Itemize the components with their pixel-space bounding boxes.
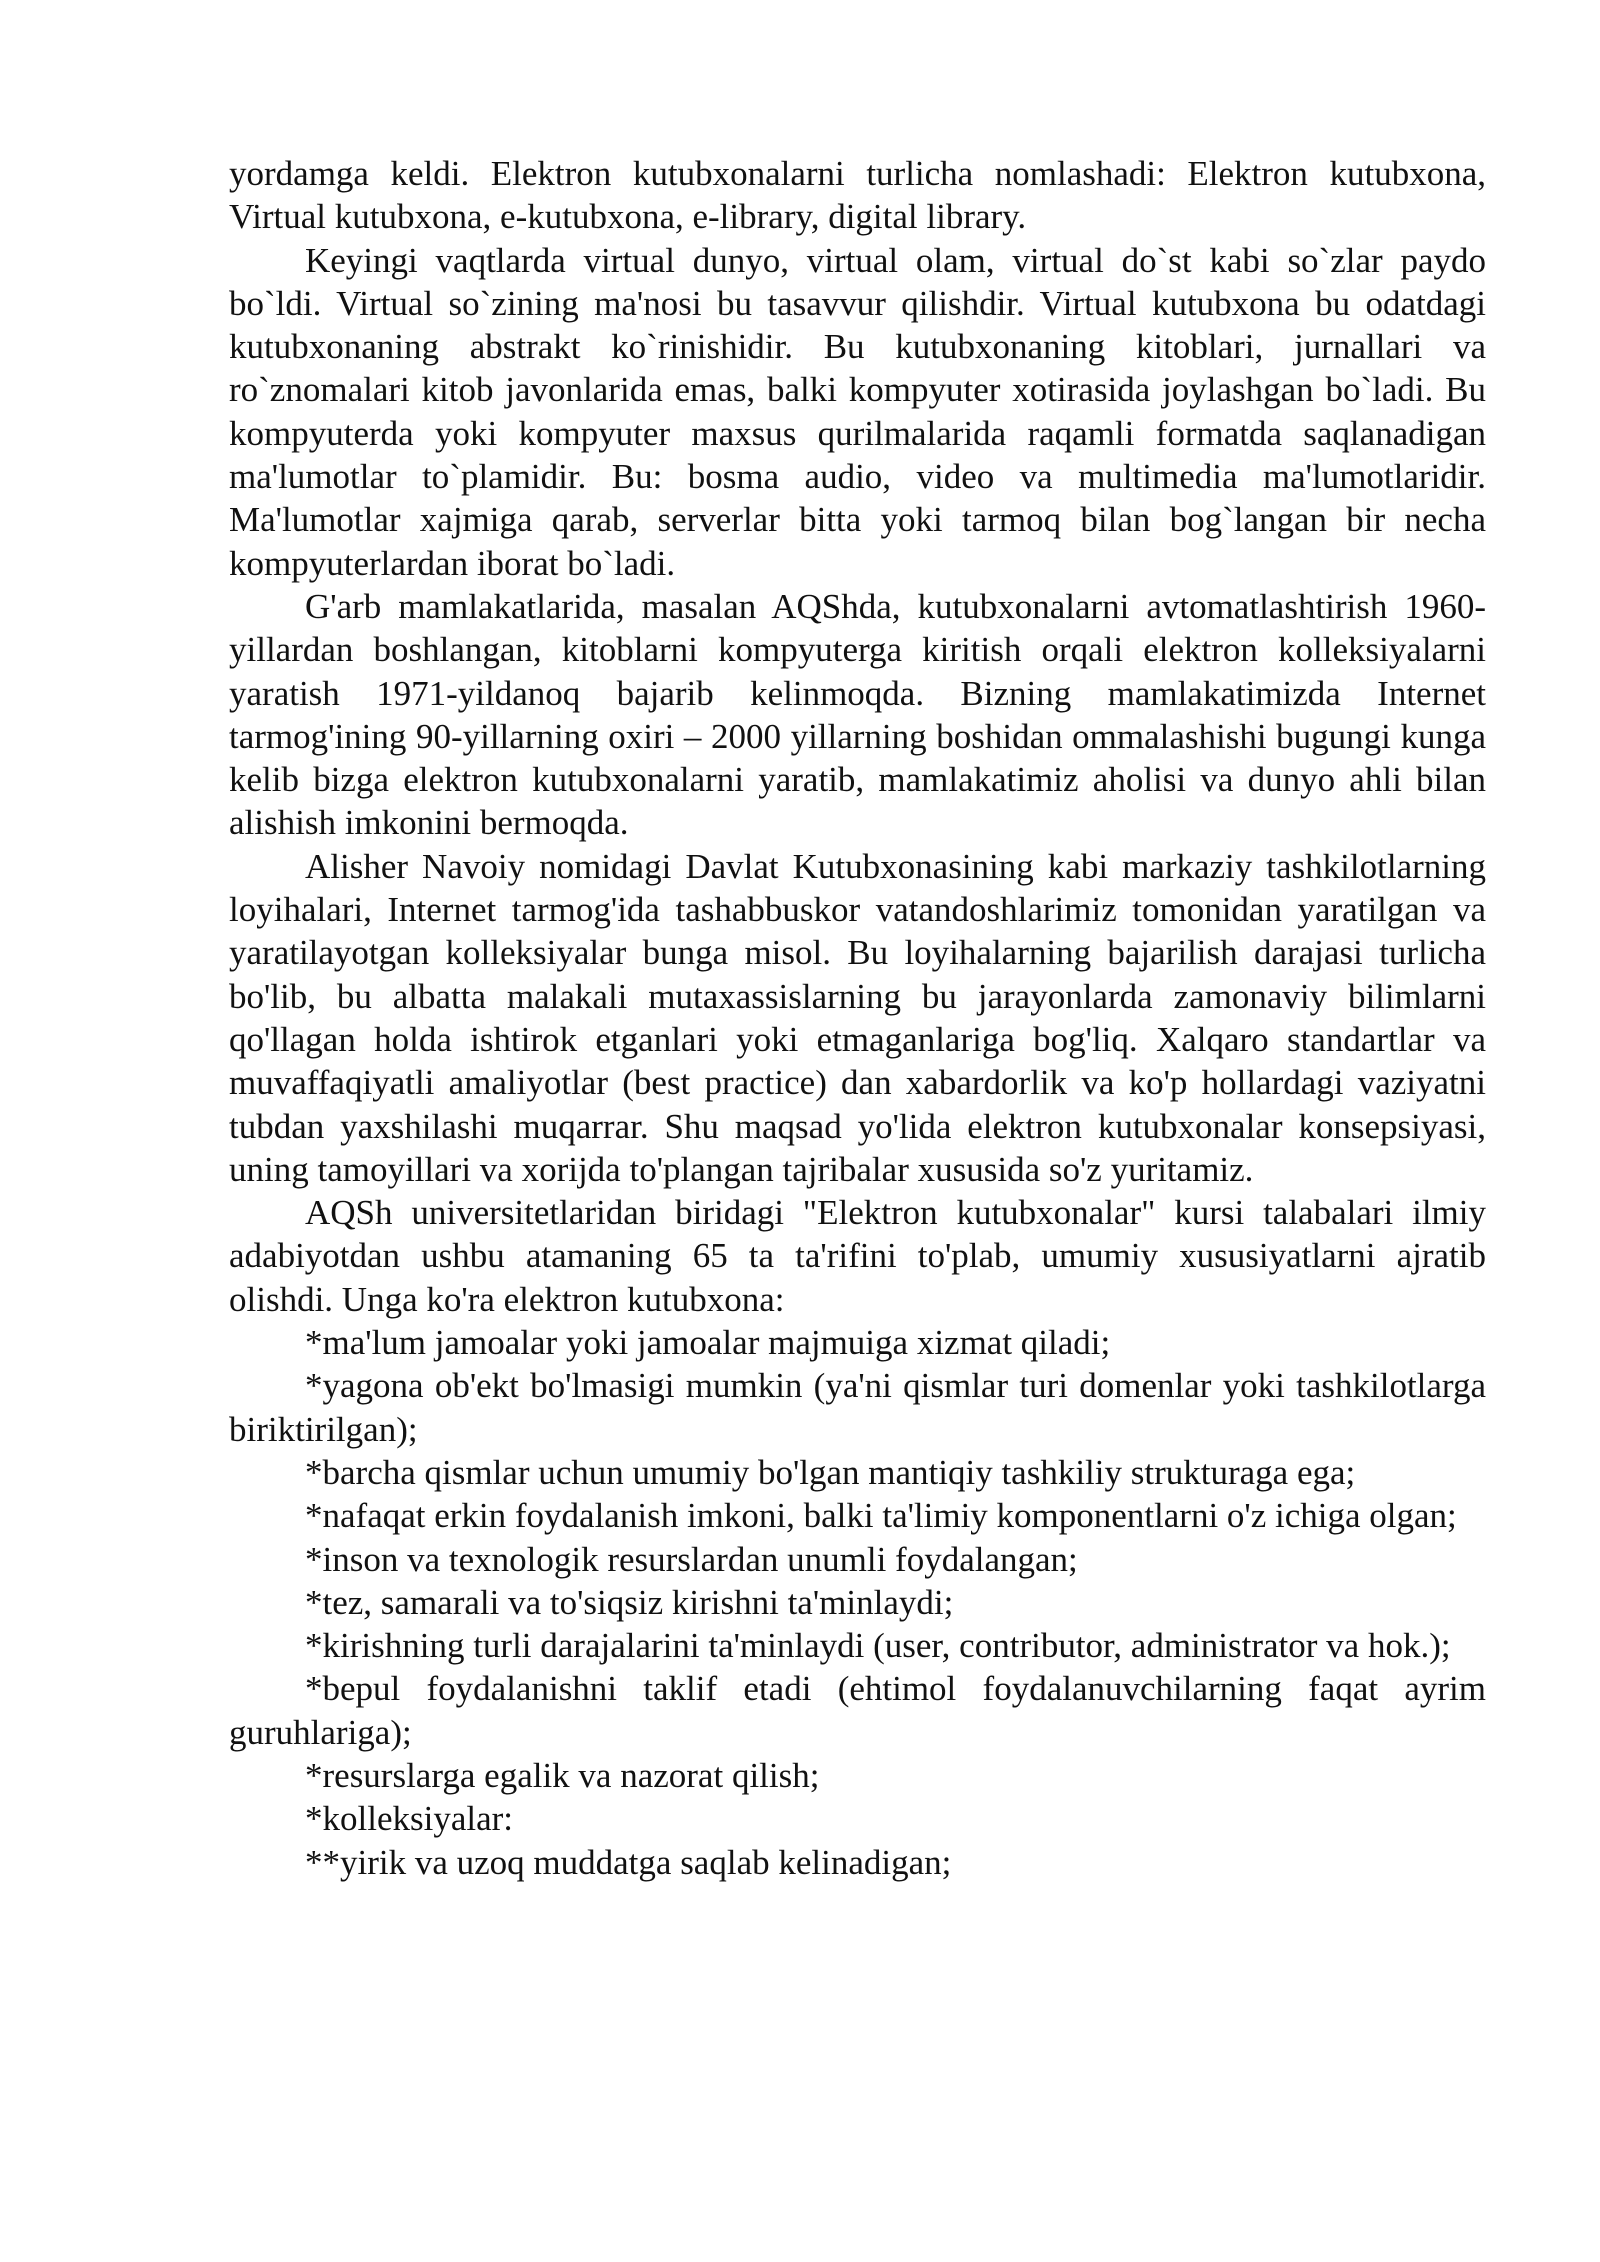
list-item: *kirishning turli darajalarini ta'minlaydi (user, contributor, administrator va hok.); <box>305 1626 1451 1666</box>
paragraph-virtual-library: Keyingi vaqtlarda virtual dunyo, virtual olam, virtual do`st kabi so`zlar paydo bo`ldi. Virtual so`zining ma'nosi bu tasavvur qilishdir. Virtual kutubxona bu odatdagi kutubxonaning abstrakt ko`rinishidir. Bu kutubxonaning kitoblari, jurnallari va ro`znomalari kitob javonlarida emas, balki kompyuter xotirasida joylashgan bo`ladi. Bu kompyuterda yoki kompyuter maxsus qurilmalarida raqamli formatda saqlanadigan ma'lumotlar to`plamidir. Bu: bosma audio, video va multimedia ma'lumotlaridir. Ma'lumotlar xajmiga qarab, serverlar bitta yoki tarmoq bilan bog`langan bir necha kompyuterlardan iborat bo`ladi. <box>229 240 1486 583</box>
paragraph-western-countries: G'arb mamlakatlarida, masalan AQShda, kutubxonalarni avtomatlashtirish 1960-yillardan boshlangan, kitoblarni kompyuterga kiritish orqali elektron kolleksiyalarni yaratish 1971-yildanoq bajarib kelinmoqda. Bizning mamlakatimizda Internet tarmog'ining 90-yillarning oxiri – 2000 yillarning boshidan ommalashishi bugungi kunga kelib bizga elektron kutubxonalarni yaratib, mamlakatimiz aholisi va dunyo ahli bilan alishish imkonini bermoqda. <box>229 586 1486 843</box>
list-item: *barcha qismlar uchun umumiy bo'lgan mantiqiy tashkiliy strukturaga ega; <box>305 1452 1356 1492</box>
paragraph-us-universities: AQSh universitetlaridan biridagi "Elektron kutubxonalar" kursi talabalari ilmiy adabiyotdan ushbu atamaning 65 ta ta'rifini to'plab, umumiy xususiyatlarni ajratib olishdi. Unga ko'ra elektron kutubxona: <box>229 1193 1486 1319</box>
list-item: *yagona ob'ekt bo'lmasigi mumkin (ya'ni qismlar turi domenlar yoki tashkilotlarga biriktirilgan); <box>229 1366 1486 1449</box>
paragraph-navoiy-library: Alisher Navoiy nomidagi Davlat Kutubxonasining kabi markaziy tashkilotlarning loyihalari, Internet tarmog'ida tashabbuskor vatandoshlarimiz tomonidan yaratilgan va yaratilayotgan kolleksiyalar bunga misol. Bu loyihalarning bajarilish darajasi turlicha bo'lib, bu albatta malakali mutaxassislarning bu jarayonlarda zamonaviy bilimlarni qo'llagan holda ishtirok etganlari yoki etmaganlariga bog'liq. Xalqaro standartlar va muvaffaqiyatli amaliyotlar (best practice) dan xabardorlik va ko'p hollardagi vaziyatni tubdan yaxshilashi muqarrar. Shu maqsad yo'lida elektron kutubxonalar konsepsiyasi, uning tamoyillari va xorijda to'plangan tajribalar xususida so'z yuritamiz. <box>229 846 1486 1189</box>
list-item: *tez, samarali va to'siqsiz kirishni ta'minlaydi; <box>305 1582 954 1622</box>
list-item: *kolleksiyalar: <box>305 1799 514 1839</box>
list-item: *resurslarga egalik va nazorat qilish; <box>305 1755 820 1795</box>
list-item: **yirik va uzoq muddatga saqlab kelinadigan; <box>305 1842 952 1882</box>
list-item: *ma'lum jamoalar yoki jamoalar majmuiga xizmat qiladi; <box>305 1323 1111 1363</box>
list-item: *nafaqat erkin foydalanish imkoni, balki ta'limiy komponentlarni o'z ichiga olgan; <box>305 1496 1457 1536</box>
list-item: *inson va texnologik resurslardan unumli foydalangan; <box>305 1539 1078 1579</box>
document-page <box>229 152 1486 1884</box>
list-item: *bepul foydalanishni taklif etadi (ehtimol foydalanuvchilarning faqat ayrim guruhlariga); <box>229 1669 1486 1752</box>
paragraph-intro: yordamga keldi. Elektron kutubxonalarni turlicha nomlashadi: Elektron kutubxona, Virtual kutubxona, e-kutubxona, e-library, digital library. <box>229 154 1486 237</box>
